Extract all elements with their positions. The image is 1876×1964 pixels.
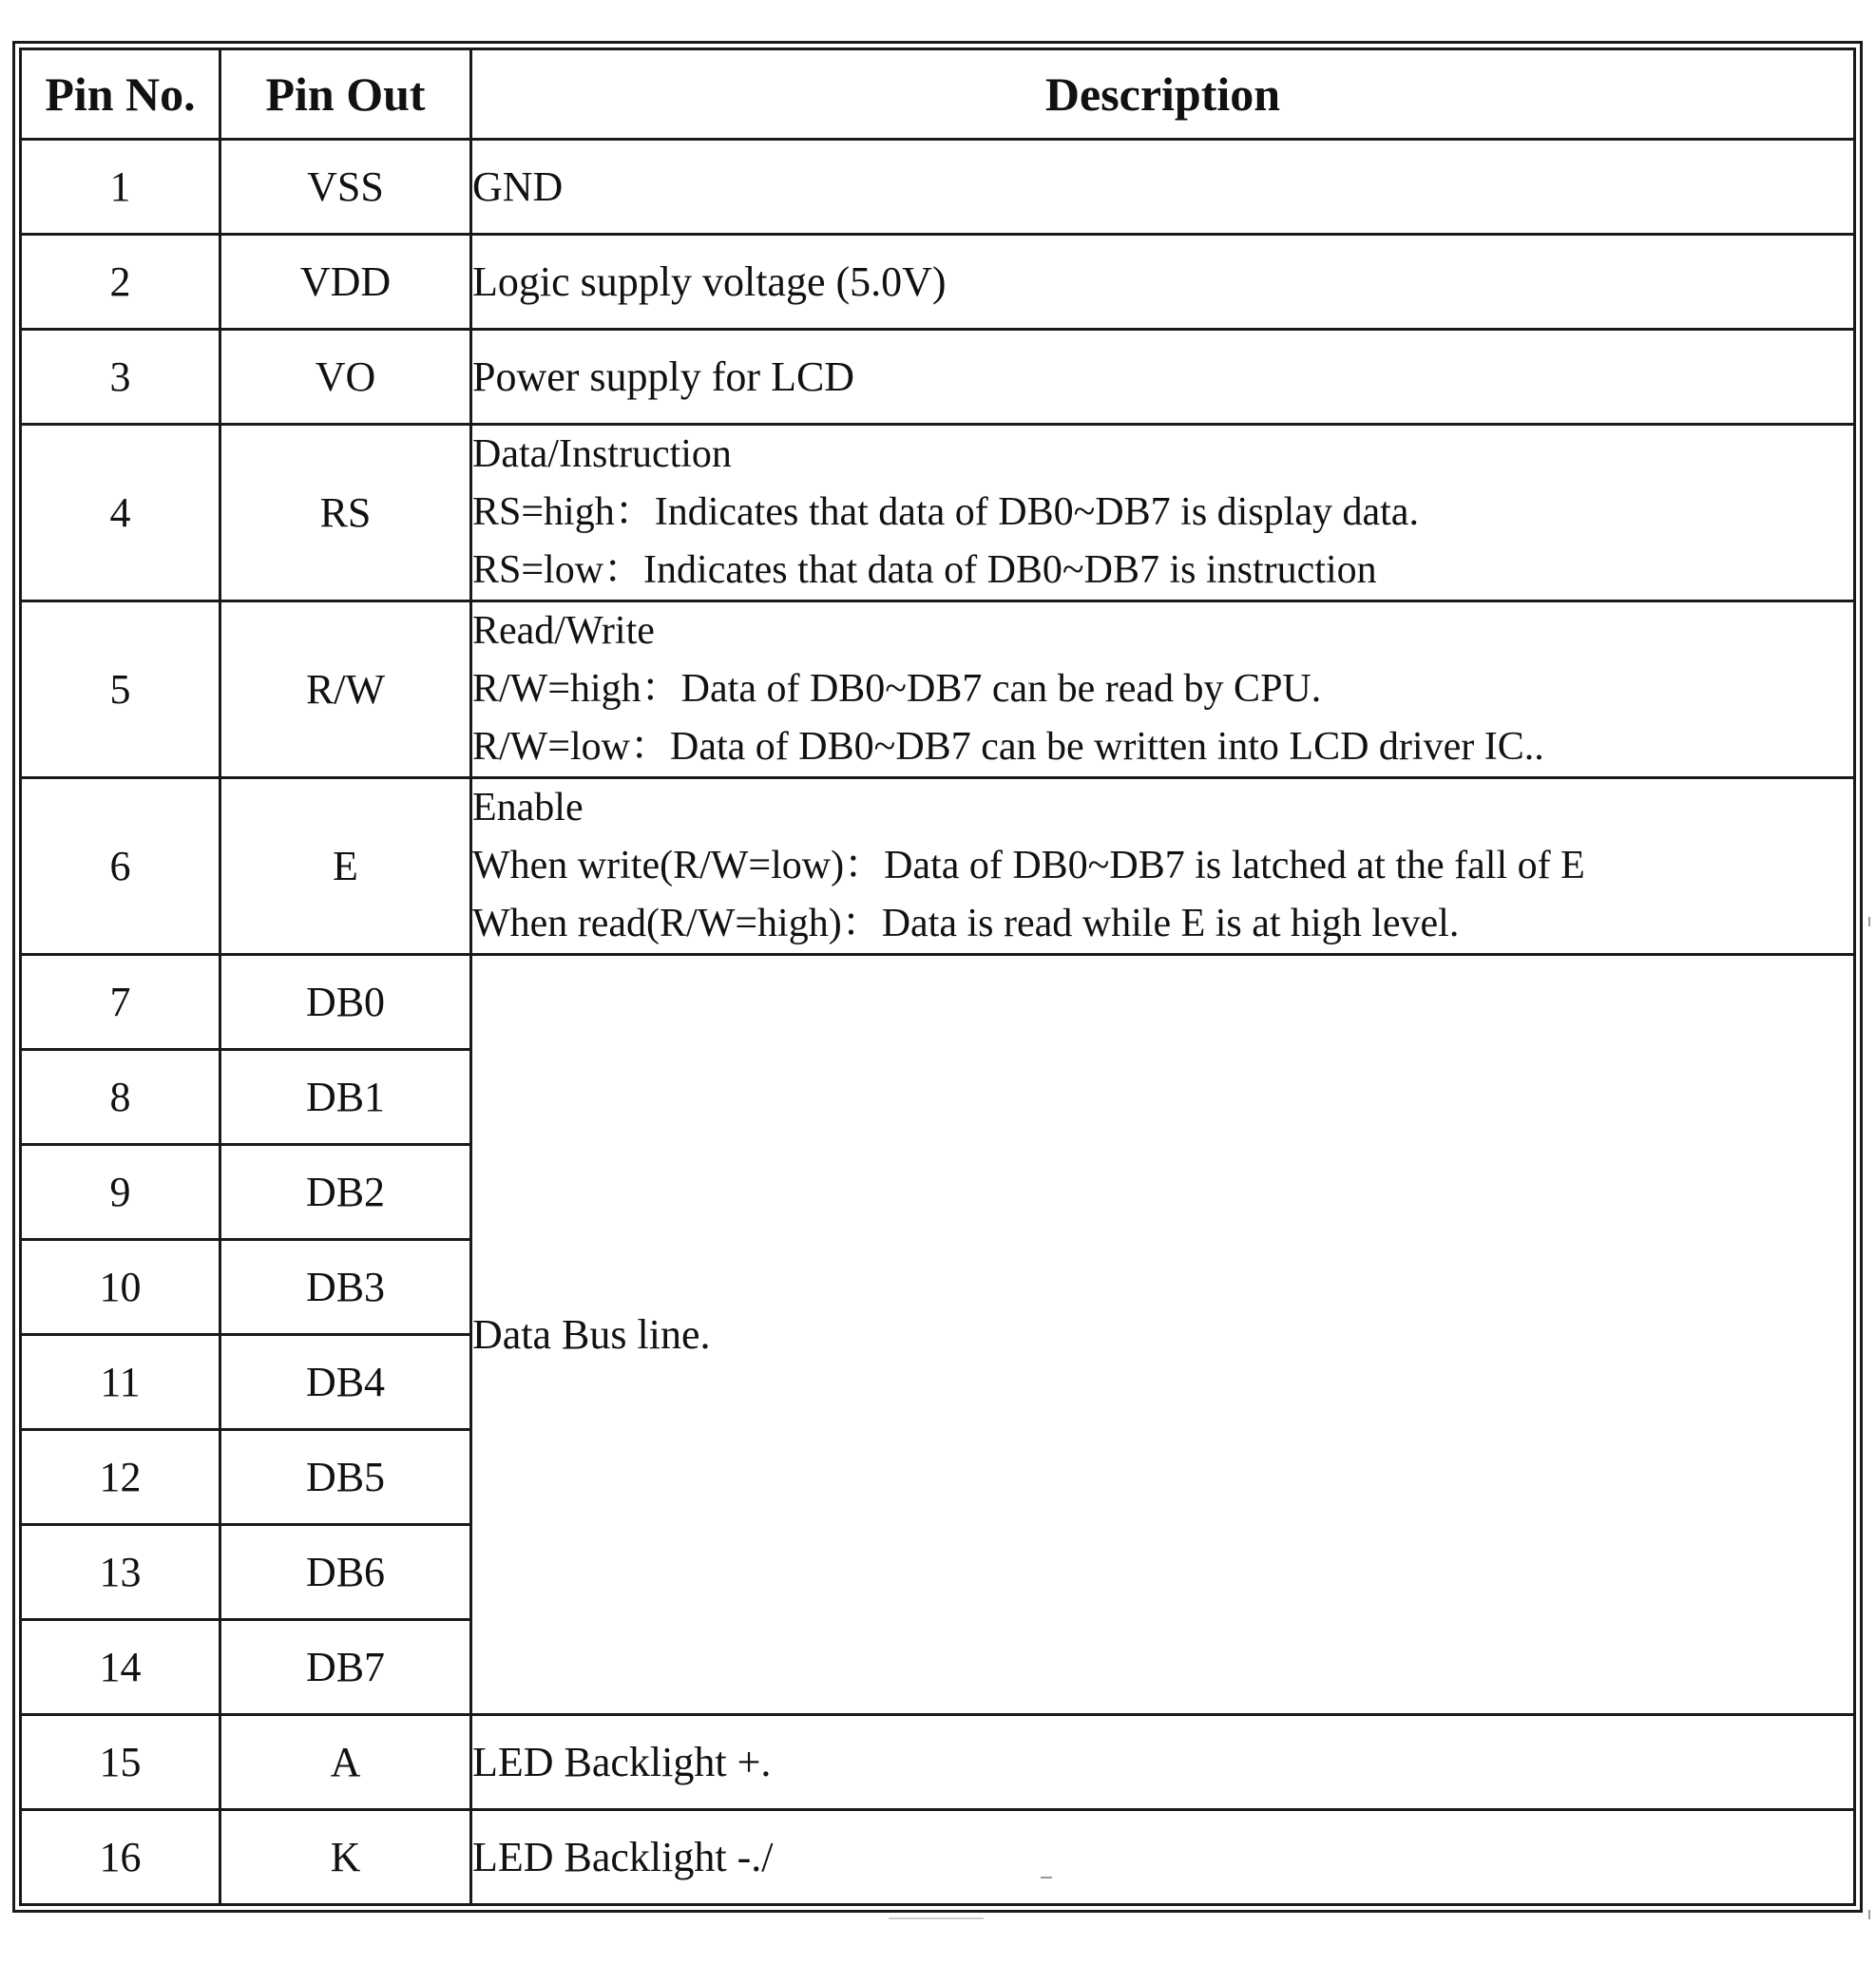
description-line: Read/Write — [472, 609, 655, 653]
pin-description — [471, 425, 1855, 601]
scan-mark — [889, 1917, 984, 1919]
pin-description — [471, 330, 1855, 425]
pin-out: VO — [220, 330, 471, 425]
description-line: RS=high：Indicates that data of DB0~DB7 is display data. — [472, 490, 1419, 534]
pin-out: RS — [220, 425, 471, 601]
header-pin-out: Pin Out — [220, 49, 471, 140]
pin-table-frame — [12, 41, 1863, 1913]
table-row — [21, 235, 1855, 330]
description-line: Data Bus line. — [472, 1311, 711, 1358]
pin-description — [471, 235, 1855, 330]
pin-number: 15 — [21, 1715, 220, 1810]
pin-out: K — [220, 1810, 471, 1905]
pin-description — [471, 778, 1855, 955]
description-line: R/W=low：Data of DB0~DB7 can be written into LCD driver IC.. — [472, 725, 1544, 769]
pin-out: A — [220, 1715, 471, 1810]
description-line: When write(R/W=low)：Data of DB0~DB7 is latched at the fall of E — [472, 844, 1585, 887]
description-line: Power supply for LCD — [472, 353, 855, 400]
description-line: Data/Instruction — [472, 432, 732, 476]
pin-out: DB3 — [220, 1240, 471, 1335]
pin-out: VSS — [220, 140, 471, 235]
data-bus-description — [471, 955, 1855, 1715]
pin-number: 16 — [21, 1810, 220, 1905]
pin-out: VDD — [220, 235, 471, 330]
scan-mark — [1868, 1910, 1870, 1919]
pin-description — [471, 1810, 1855, 1905]
pin-number: 9 — [21, 1145, 220, 1240]
pin-number: 10 — [21, 1240, 220, 1335]
table-row — [21, 778, 1855, 955]
pin-out: DB1 — [220, 1050, 471, 1145]
pin-number: 1 — [21, 140, 220, 235]
pin-description — [471, 140, 1855, 235]
pin-number: 8 — [21, 1050, 220, 1145]
pin-number: 6 — [21, 778, 220, 955]
pin-description — [471, 1715, 1855, 1810]
table-row — [21, 955, 1855, 1050]
pin-number: 2 — [21, 235, 220, 330]
description-line: Logic supply voltage (5.0V) — [472, 258, 947, 305]
header-description: Description — [471, 49, 1855, 140]
table-row — [21, 1810, 1855, 1905]
scan-mark — [1868, 917, 1870, 926]
pin-out: R/W — [220, 601, 471, 778]
pin-out: E — [220, 778, 471, 955]
description-line: GND — [472, 163, 564, 210]
pin-number: 3 — [21, 330, 220, 425]
description-line: Enable — [472, 786, 584, 829]
table-row — [21, 1715, 1855, 1810]
pin-out: DB5 — [220, 1430, 471, 1525]
pin-assignment-table — [19, 48, 1856, 1906]
pin-number: 5 — [21, 601, 220, 778]
table-row — [21, 601, 1855, 778]
description-line: R/W=high：Data of DB0~DB7 can be read by CPU. — [472, 667, 1322, 711]
pin-number: 13 — [21, 1525, 220, 1620]
pin-out: DB4 — [220, 1335, 471, 1430]
pin-number: 7 — [21, 955, 220, 1050]
pin-out: DB2 — [220, 1145, 471, 1240]
table-row — [21, 425, 1855, 601]
description-line: LED Backlight -./ — [472, 1834, 774, 1880]
table-row — [21, 330, 1855, 425]
pin-out: DB7 — [220, 1620, 471, 1715]
pin-number: 14 — [21, 1620, 220, 1715]
pin-description — [471, 601, 1855, 778]
scan-mark — [1041, 1877, 1052, 1878]
table-row — [21, 140, 1855, 235]
pin-out: DB0 — [220, 955, 471, 1050]
pin-out: DB6 — [220, 1525, 471, 1620]
description-line: LED Backlight +. — [472, 1739, 772, 1785]
header-pin-no: Pin No. — [21, 49, 220, 140]
pin-number: 12 — [21, 1430, 220, 1525]
description-line: When read(R/W=high)：Data is read while E is at high level. — [472, 902, 1460, 945]
pin-number: 11 — [21, 1335, 220, 1430]
description-line: RS=low：Indicates that data of DB0~DB7 is instruction — [472, 548, 1377, 592]
table-header-row — [21, 49, 1855, 140]
pin-number: 4 — [21, 425, 220, 601]
